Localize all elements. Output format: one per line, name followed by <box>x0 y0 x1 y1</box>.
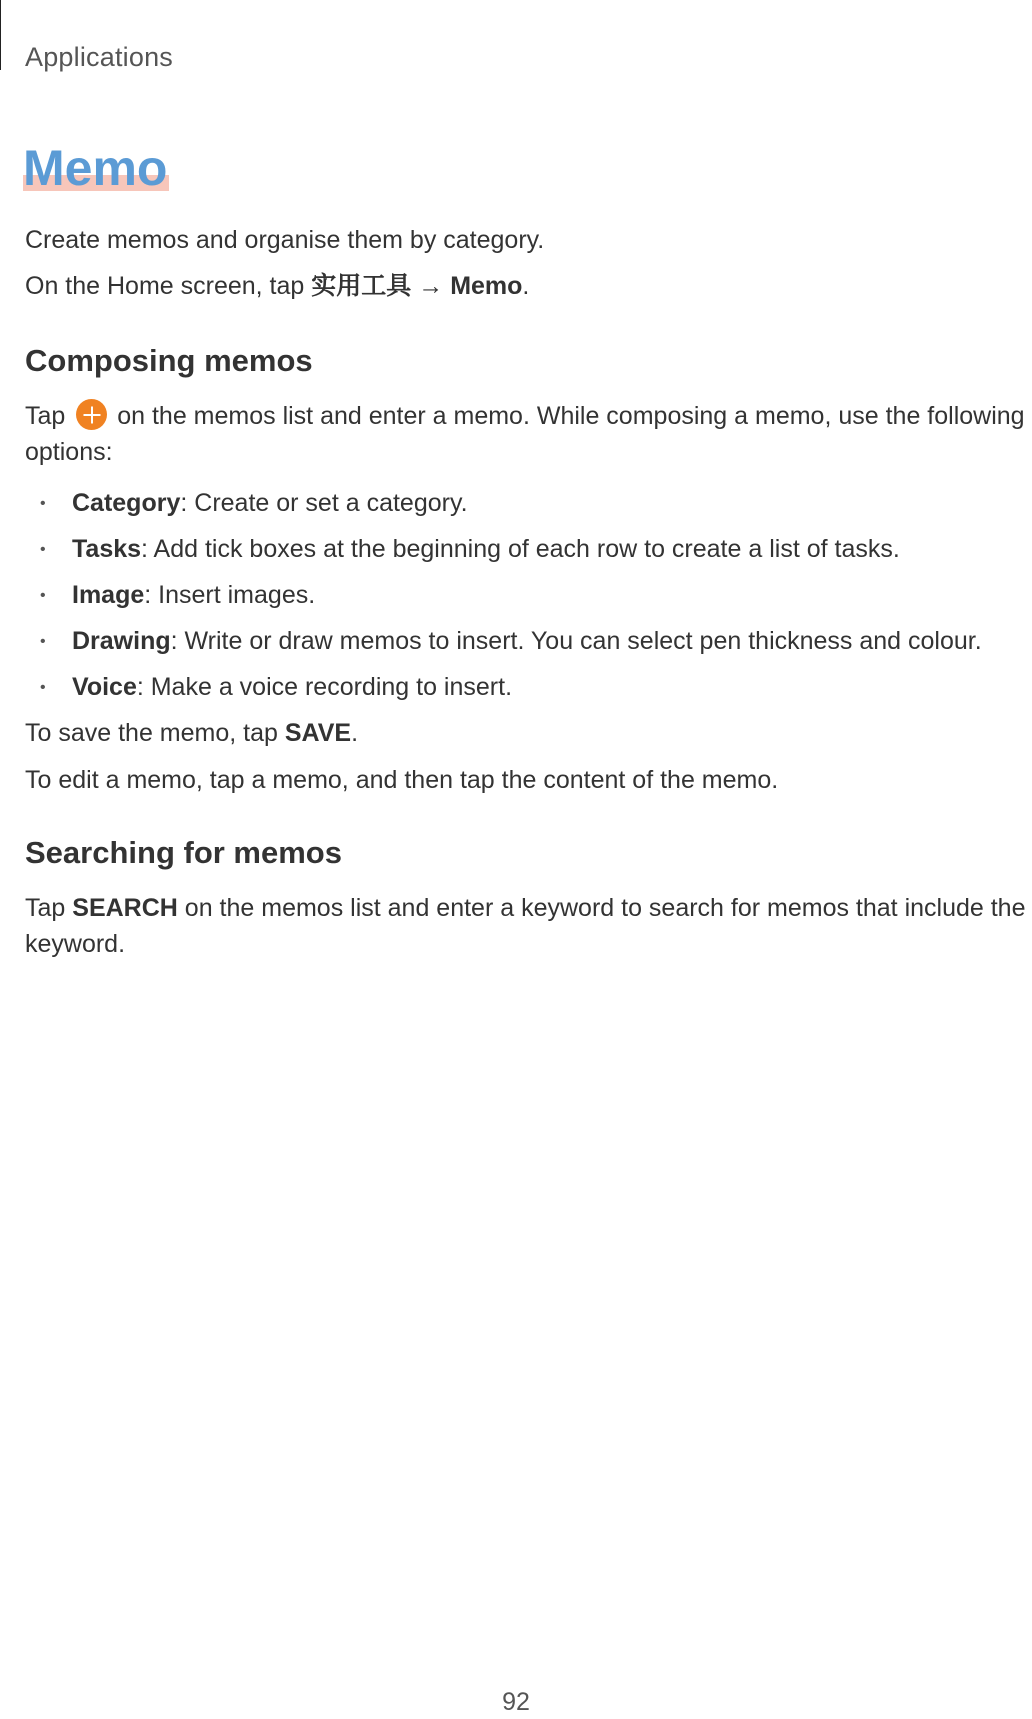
option-desc: : Write or draw memos to insert. You can select pen thickness and colour. <box>170 627 982 655</box>
intro-line: Create memos and organise them by category. <box>25 226 545 254</box>
option-term: Drawing <box>72 627 171 655</box>
intro-path-suffix: . <box>522 272 530 300</box>
intro-path-target: Memo <box>450 272 523 300</box>
bullet-icon: • <box>40 587 46 605</box>
option-item-voice <box>40 669 512 706</box>
add-icon <box>76 399 107 430</box>
option-term: Voice <box>72 673 137 701</box>
composing-para-rest: on the memos list and enter a memo. While composing a memo, use the following options: <box>25 402 1025 466</box>
page-title-text: Memo <box>23 140 168 196</box>
composing-para-prefix: Tap <box>25 402 73 430</box>
searching-para-prefix: Tap <box>25 894 73 922</box>
intro-path-app: 实用工具 <box>311 272 412 300</box>
searching-heading: Searching for memos <box>25 835 342 870</box>
save-term: SAVE <box>284 719 352 747</box>
intro-path-arrow: → <box>411 272 451 300</box>
searching-term: SEARCH <box>72 894 178 922</box>
option-desc: : Add tick boxes at the beginning of each row to create a list of tasks. <box>141 535 900 563</box>
option-item-drawing <box>40 623 982 660</box>
running-header: Applications <box>25 42 173 72</box>
composing-heading: Composing memos <box>25 343 313 378</box>
option-term: Category <box>72 489 181 517</box>
page-title <box>23 140 169 196</box>
option-term: Image <box>72 581 145 609</box>
option-desc: : Make a voice recording to insert. <box>136 673 513 701</box>
option-desc: : Insert images. <box>144 581 316 609</box>
edit-instruction: To edit a memo, tap a memo, and then tap the content of the memo. <box>25 766 779 794</box>
intro-path <box>25 268 529 304</box>
option-term: Tasks <box>72 535 142 563</box>
save-suffix: . <box>351 719 359 747</box>
option-item-image <box>40 577 315 614</box>
save-prefix: To save the memo, tap <box>25 719 285 747</box>
bullet-icon: • <box>40 541 46 559</box>
margin-rule <box>0 0 1 70</box>
intro-path-prefix: On the Home screen, tap <box>25 272 312 300</box>
bullet-icon: • <box>40 495 46 513</box>
option-item-tasks <box>40 531 900 568</box>
searching-para-rest: on the memos list and enter a keyword to search for memos that include the keyword. <box>25 894 1026 958</box>
composing-paragraph <box>25 398 1030 470</box>
bullet-icon: • <box>40 633 46 651</box>
option-item-category <box>40 485 468 522</box>
option-desc: : Create or set a category. <box>180 489 468 517</box>
save-instruction <box>25 715 358 751</box>
searching-paragraph <box>25 890 1030 962</box>
bullet-icon: • <box>40 679 46 697</box>
page-number: 92 <box>502 1688 530 1716</box>
